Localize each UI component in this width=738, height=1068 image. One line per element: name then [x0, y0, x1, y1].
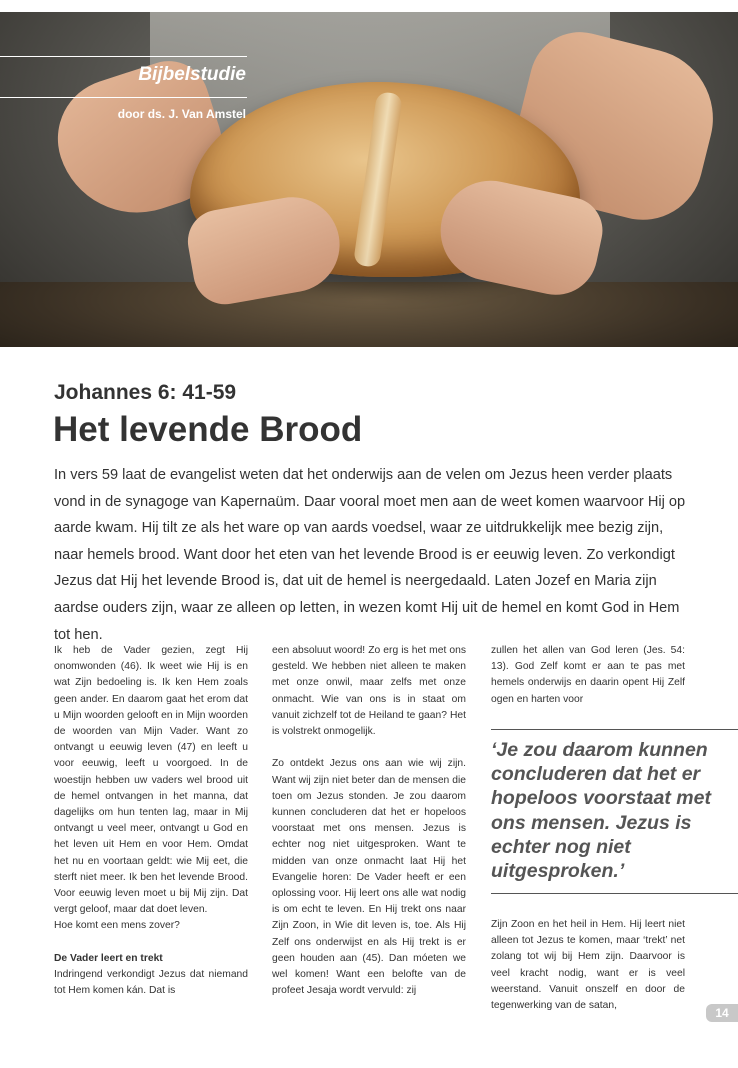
- body-paragraph: Indringend verkondigt Jezus dat niemand tot Hem komen kán. Dat is: [54, 969, 248, 997]
- body-paragraph: Ik heb de Vader gezien, zegt Hij onomwonden (46). Ik weet wie Hij is en wat Zijn bedoeling is. Ik ken Hem zoals geen ander. En daarom gaat het erom dat u Mijn woorden gelooft en in Mijn woorden de woorden van Mijn Vader. Want zo ontvangt u eeuwig leven (47) en leeft u voor eeuwig, leeft u voorgoed. In de woestijn hebben uw vaders wel brood uit de hemel ontvangen in het manna, dat dagelijks om hun tenten lag, maar in Mij ontvangt u veel meer, ontvangt u God en het leven uit Hem en voor Hem. Omdat het nu en voortaan geldt: wie Mij eet, die sterft niet meer. Ik ben het levende Brood. Voor eeuwig leven moet u bij Mij zijn. Dat vergt geloof, maar dat doet leven.: [54, 645, 248, 916]
- pull-quote: ‘Je zou daarom kunnen concluderen dat het er hopeloos voorstaat met ons mensen. Jezus is echter nog niet uitgesproken.’: [491, 739, 711, 883]
- photo-table: [0, 282, 738, 347]
- body-paragraph: Zijn Zoon en het heil in Hem. Hij leert niet alleen tot Jezus te komen, maar ‘trekt’ net zolang tot wij bij Hem zijn. Daarvoor is veel kracht nodig, want er is veel weerstand. Vanuit onszelf en door de tegenwerking van de satan,: [491, 919, 685, 1012]
- header-rule-bottom: [0, 97, 247, 98]
- pull-quote-rule-bottom: [491, 893, 738, 894]
- header-rule-top: [0, 56, 247, 57]
- body-paragraph: een absoluut woord! Zo erg is het met ons gesteld. We hebben niet alleen te maken met onze onwil, maar zelfs met onze onmacht. Wie van ons is in staat om vanuit zichzelf tot de Heiland te gaan? Het is volstrekt onmogelijk.: [272, 645, 466, 738]
- body-column-1: [54, 643, 248, 999]
- body-paragraph: zullen het allen van God leren (Jes. 54: 13). God Zelf komt er aan te pas met hemels onderwijs en daarin opent Hij Zelf ogen en harten voor: [491, 645, 685, 705]
- section-label: Bijbelstudie: [138, 64, 246, 85]
- body-paragraph: Hoe komt een mens zover?: [54, 920, 180, 932]
- subheading: De Vader leert en trekt: [54, 952, 163, 964]
- body-column-2: [272, 643, 466, 999]
- body-column-3-top: [491, 643, 685, 708]
- body-column-3-bottom: [491, 917, 685, 1014]
- scripture-reference: Johannes 6: 41-59: [54, 381, 237, 404]
- pull-quote-rule-top: [491, 729, 738, 730]
- author-byline: door ds. J. Van Amstel: [117, 107, 246, 121]
- article-intro: In vers 59 laat de evangelist weten dat het onderwijs aan de velen om Jezus heen verder plaats vond in de synagoge van Kapernaüm. Daar vooral moet men aan de weet komen waarvoor Hij op aarde kwam. Hij tilt ze als het ware op van aards voedsel, waar ze uitdrukkelijk mee bezig zijn, naar hemels brood. Want door het eten van het levende Brood is er eeuwig leven. Zo verkondigt Jezus dat Hij het levende Brood is, dat uit de hemel is neergedaald. Laten Jozef en Maria zijn aardse ouders zijn, waar ze alleen op letten, in wezen komt Hij uit de hemel en komt God in Hem tot hen.: [54, 467, 686, 643]
- page-number: 14: [706, 1004, 738, 1022]
- hero-photo-bread-hands: [0, 12, 738, 347]
- body-paragraph: Zo ontdekt Jezus ons aan wie wij zijn. Want wij zijn niet beter dan de mensen die toen om Jezus stonden. Je zou daarom kunnen concluderen dat het er hopeloos voorstaat met ons mensen. Jezus is echter nog niet uitgesproken. Want te midden van onze onmacht laat Hij het Evangelie horen: De Vader heeft er een oplossing voor. Hij leert ons alle wat nodig is om echt te leven. En Hij trekt ons naar Zijn Zoon, in Wie dit leven is, toe. Als Hij Zelf ons onderwijst en als Hij trekt is er geen houden aan (45). Dan móeten we wel komen! Want een belofte van de profeet Jesaja wordt vervuld: zij: [272, 758, 466, 997]
- article-title: Het levende Brood: [53, 410, 363, 449]
